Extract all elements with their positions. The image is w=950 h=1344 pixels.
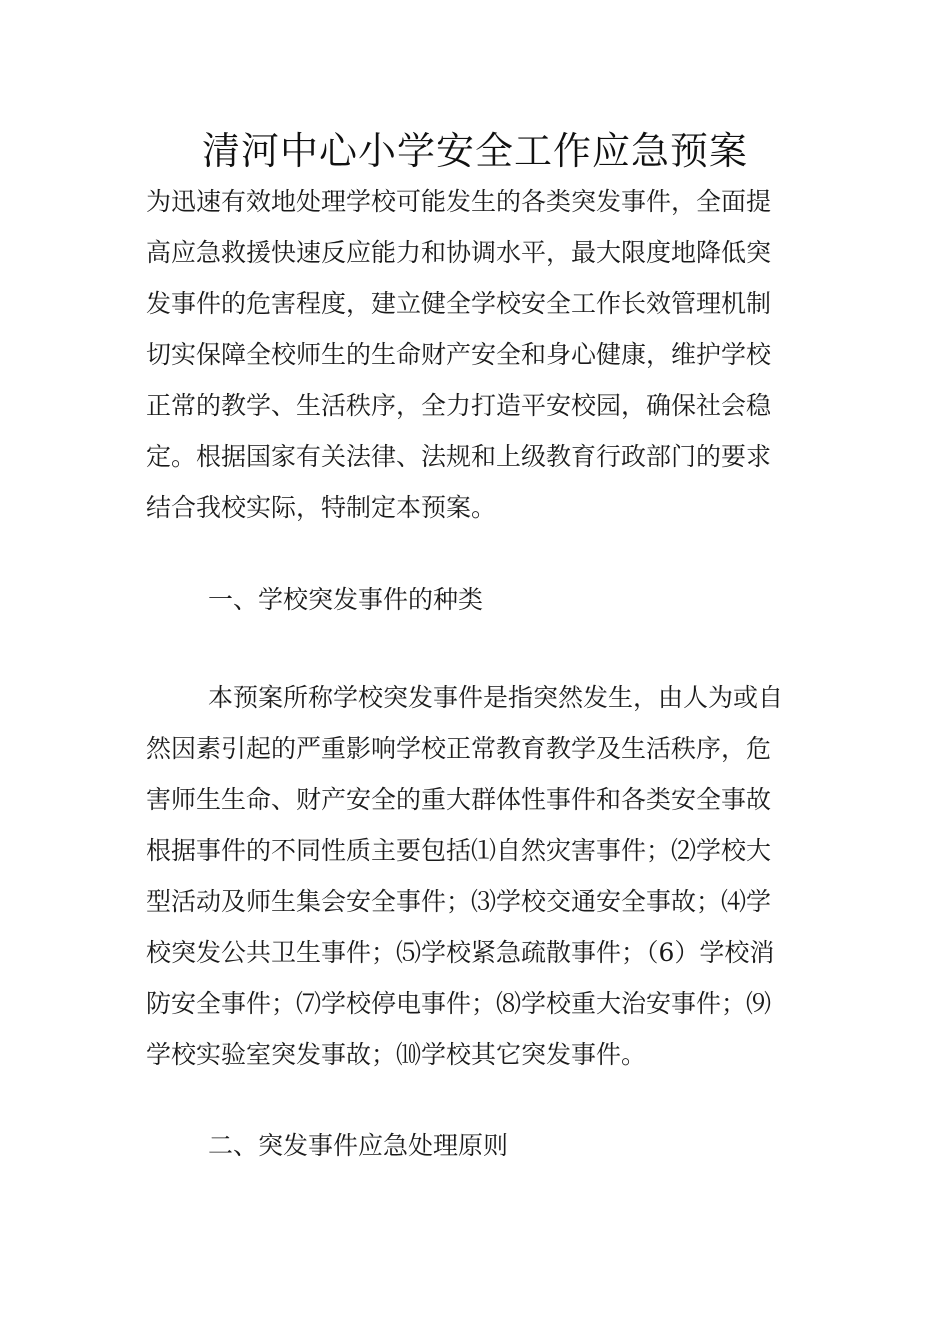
section-heading-1: 一、学校突发事件的种类 [208, 585, 484, 614]
section-heading-2: 二、突发事件应急处理原则 [208, 1131, 509, 1160]
document-title: 清河中心小学安全工作应急预案 [201, 129, 748, 173]
text-line: 校突发公共卫生事件；⑸学校紧急疏散事件；（6）学校消 [146, 938, 775, 967]
text-line: 型活动及师生集会安全事件；⑶学校交通安全事故；⑷学 [146, 887, 772, 916]
section1-paragraph [146, 672, 806, 1080]
text-line: 结合我校实际，特制定本预案。 [146, 493, 497, 522]
text-line: 定。根据国家有关法律、法规和上级教育行政部门的要求 [146, 442, 772, 471]
text-line: 害师生生命、财产安全的重大群体性事件和各类安全事故 [146, 785, 772, 814]
text-line: 防安全事件；⑺学校停电事件；⑻学校重大治安事件；⑼ [146, 989, 772, 1018]
text-line: 正常的教学、生活秩序，全力打造平安校园，确保社会稳 [146, 391, 772, 420]
text-line: 学校实验室突发事故；⑽学校其它突发事件。 [146, 1040, 647, 1069]
text-line: 为迅速有效地处理学校可能发生的各类突发事件，全面提 [146, 187, 772, 216]
text-line: 高应急救援快速反应能力和协调水平，最大限度地降低突 [146, 238, 772, 267]
text-line: 然因素引起的严重影响学校正常教育教学及生活秩序，危 [146, 734, 772, 763]
intro-paragraph [146, 176, 806, 533]
text-line: 根据事件的不同性质主要包括⑴自然灾害事件；⑵学校大 [146, 836, 772, 865]
text-line: 发事件的危害程度，建立健全学校安全工作长效管理机制 [146, 289, 772, 318]
text-line: 本预案所称学校突发事件是指突然发生，由人为或自 [208, 683, 784, 712]
text-line: 切实保障全校师生的生命财产安全和身心健康，维护学校 [146, 340, 772, 369]
